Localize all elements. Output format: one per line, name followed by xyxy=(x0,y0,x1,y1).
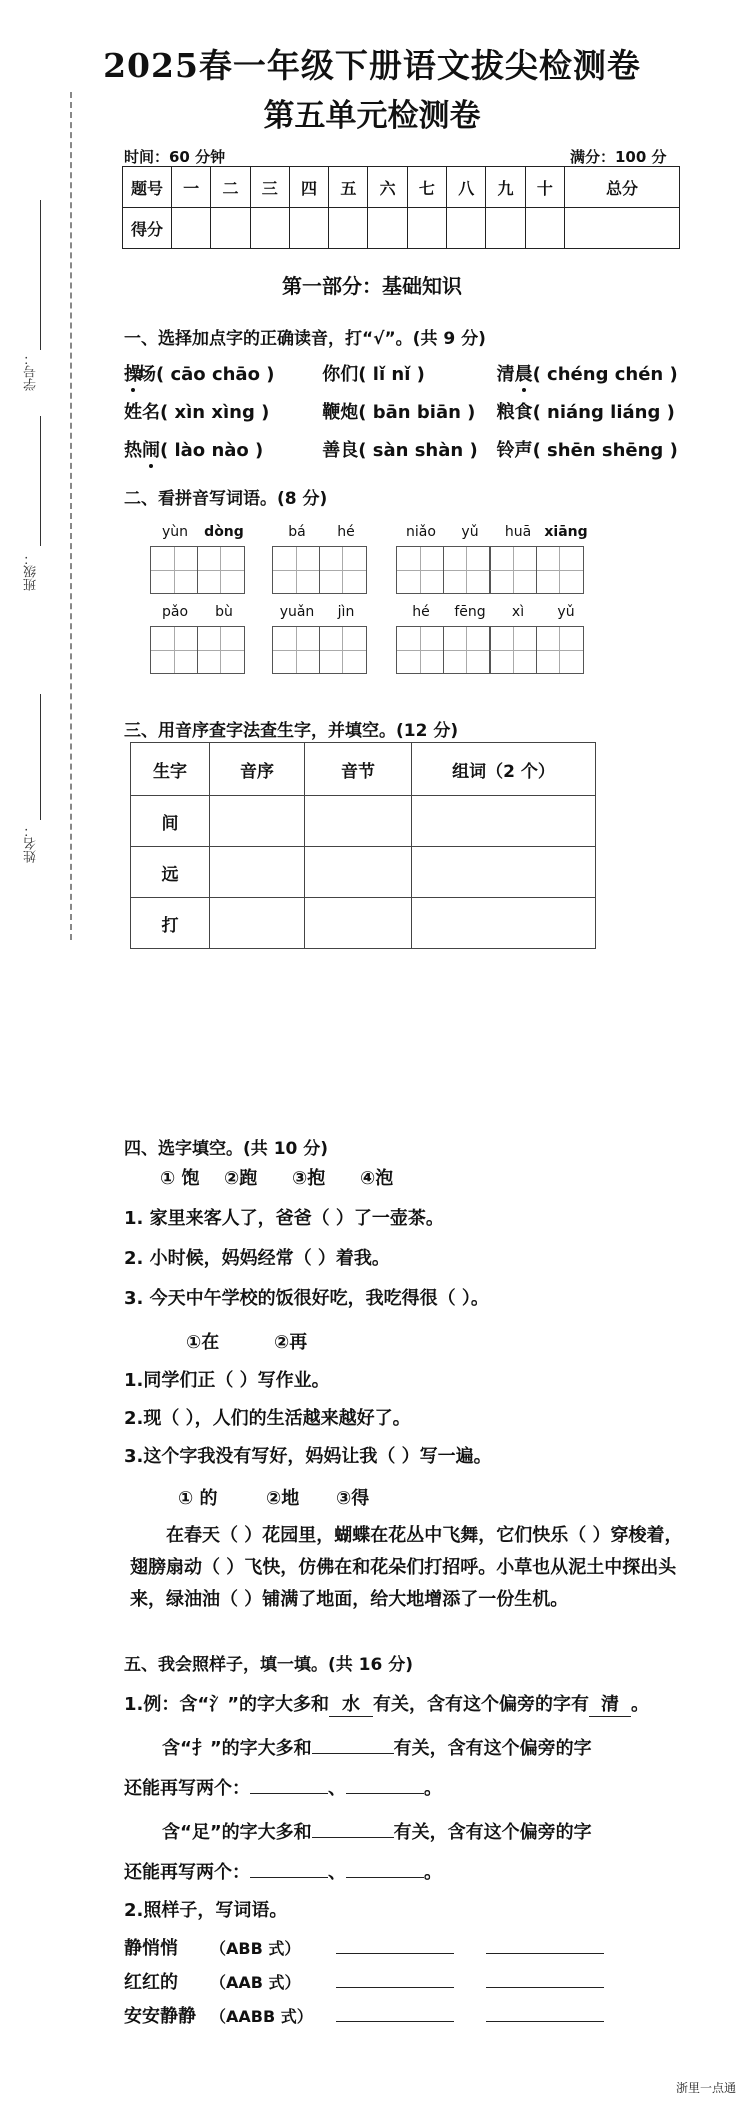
pinyin-syllable: dòng xyxy=(204,524,244,540)
q4-option: ① 饱 xyxy=(160,1168,200,1189)
score-cell[interactable] xyxy=(368,208,407,249)
q5-blank[interactable] xyxy=(486,1953,604,1954)
q1-dotted-char: 清 xyxy=(496,364,515,385)
pinyin-syllable: pǎo xyxy=(161,604,189,620)
question-3-title: 三、用音序查字法查生字，并填空。(12 分) xyxy=(124,721,459,741)
score-cell[interactable] xyxy=(250,208,289,249)
name-line[interactable] xyxy=(40,694,41,820)
lookup-row xyxy=(131,847,596,898)
pinyin-syllable: yǔ xyxy=(557,604,575,620)
q5-example-line xyxy=(124,1690,649,1717)
q1-pinyin-choices[interactable]: ( sàn shàn ) xyxy=(358,440,478,461)
q1-item xyxy=(322,436,490,462)
score-cell[interactable] xyxy=(486,208,525,249)
score-cell[interactable] xyxy=(525,208,564,249)
q1-word: 姓名 xyxy=(124,402,160,423)
lookup-input-cell[interactable] xyxy=(210,898,305,949)
q5-text: 、 xyxy=(328,1862,346,1883)
lookup-input-cell[interactable] xyxy=(305,796,412,847)
q5-blank[interactable] xyxy=(346,1793,424,1794)
q5-example-answer: 清 xyxy=(589,1690,631,1717)
score-cell[interactable] xyxy=(407,208,446,249)
q4-paragraph[interactable]: 在春天（ ）花园里，蝴蝶在花丛中飞舞，它们快乐（ ）穿梭着，翅膀扇动（ ）飞快，仿佛在和花朵们打招呼。小草也从泥土中探出头来，绿油油（ ）铺满了地面，给大地增添了一份生机。 xyxy=(130,1525,683,1610)
tian-cell[interactable] xyxy=(396,546,444,594)
pinyin-syllable: xì xyxy=(511,604,525,620)
q5-text: 。 xyxy=(424,1778,442,1799)
q4-sentence[interactable]: 3.这个字我没有写好，妈妈让我（ ）写一遍。 xyxy=(124,1446,492,1467)
q4-option: ① 的 xyxy=(178,1488,218,1509)
q5-text: 有关，含有这个偏旁的字 xyxy=(393,1822,592,1843)
tian-grid[interactable] xyxy=(396,546,590,594)
tian-cell[interactable] xyxy=(443,626,491,674)
tian-cell[interactable] xyxy=(489,546,537,594)
character-lookup-table xyxy=(130,742,596,949)
pinyin-syllable: niǎo xyxy=(406,524,436,540)
exam-title: 2025春一年级下册语文拔尖检测卷 xyxy=(103,46,641,85)
q5-text: 含“扌”的字大多和 xyxy=(162,1738,312,1759)
tian-cell[interactable] xyxy=(536,546,584,594)
q4-options-3 xyxy=(178,1484,369,1510)
lookup-char: 间 xyxy=(131,796,210,847)
q4-option: ③得 xyxy=(336,1488,370,1509)
q5-text: 含“足”的字大多和 xyxy=(162,1822,312,1843)
question-4-title: 四、选字填空。(共 10 分) xyxy=(124,1139,329,1159)
q5-blank[interactable] xyxy=(250,1877,328,1878)
q4-option: ④泡 xyxy=(360,1168,394,1189)
pinyin-group xyxy=(396,524,590,594)
tian-cell[interactable] xyxy=(272,626,320,674)
tian-cell[interactable] xyxy=(150,546,198,594)
q5-blank[interactable] xyxy=(486,2021,604,2022)
tian-grid[interactable] xyxy=(150,546,248,594)
q1-dotted-char: 热 xyxy=(124,440,142,461)
tian-grid[interactable] xyxy=(272,626,370,674)
lookup-row xyxy=(131,796,596,847)
pinyin-syllable: bù xyxy=(215,604,233,620)
q5-text: 还能再写两个： xyxy=(124,1778,250,1799)
q5-text: 。 xyxy=(424,1862,442,1883)
q1-item xyxy=(497,436,678,462)
score-header-cell: 一 xyxy=(172,167,211,208)
q1-pinyin-choices[interactable]: ( lǐ nǐ ) xyxy=(358,364,425,385)
pinyin-syllable: hé xyxy=(412,604,430,620)
tian-cell[interactable] xyxy=(272,546,320,594)
q4-sentence[interactable]: 1. 家里来客人了，爸爸（ ）了一壶茶。 xyxy=(124,1208,444,1229)
q1-row-3 xyxy=(124,436,704,462)
q5-write-two-line xyxy=(124,1858,442,1884)
q5-pattern-type: （AAB 式） xyxy=(210,1973,301,1992)
q5-blank[interactable] xyxy=(336,1987,454,1988)
q5-subtitle-2: 2.照样子，写词语。 xyxy=(124,1900,288,1921)
full-score-label: 满分：100 分 xyxy=(570,148,667,166)
q5-blank[interactable] xyxy=(346,1877,424,1878)
q4-option: ①在 xyxy=(186,1332,220,1353)
class-line[interactable] xyxy=(40,416,41,546)
tian-grid[interactable] xyxy=(396,626,590,674)
pinyin-group xyxy=(272,524,370,594)
question-1-title: 一、选择加点字的正确读音，打“√”。(共 9 分) xyxy=(124,329,486,349)
pinyin-syllable: yǔ xyxy=(461,524,479,540)
name-label: 姓名： xyxy=(24,824,39,863)
q5-pattern-row xyxy=(124,1968,604,1994)
lookup-input-cell[interactable] xyxy=(305,898,412,949)
q1-item xyxy=(124,398,316,424)
tian-cell[interactable] xyxy=(319,626,367,674)
q5-example-text: 有关，含有这个偏旁的字有 xyxy=(373,1694,590,1715)
q5-text: 还能再写两个： xyxy=(124,1862,250,1883)
footer-watermark: 浙里一点通 xyxy=(675,2081,736,2095)
tian-cell[interactable] xyxy=(443,546,491,594)
score-header-cell: 五 xyxy=(329,167,368,208)
q4-sentence[interactable]: 2. 小时候，妈妈经常（ ）着我。 xyxy=(124,1248,390,1269)
q1-pinyin-choices[interactable]: ( lào nào ) xyxy=(160,440,264,461)
q4-options-2 xyxy=(186,1328,307,1354)
pinyin-group xyxy=(150,524,248,594)
q5-blank[interactable] xyxy=(336,1953,454,1954)
pinyin-syllable: bá xyxy=(288,524,306,540)
q4-option: ②地 xyxy=(266,1488,300,1509)
q1-word: 场 xyxy=(138,364,156,385)
score-header-cell: 九 xyxy=(486,167,525,208)
q1-word: 善良 xyxy=(322,440,359,461)
lookup-header-cell: 音序 xyxy=(210,743,305,796)
q5-pattern-type: （ABB 式） xyxy=(210,1939,301,1958)
lookup-char: 远 xyxy=(131,847,210,898)
q1-pinyin-choices[interactable]: ( cāo chāo ) xyxy=(156,364,275,385)
question-5-title: 五、我会照样子，填一填。(共 16 分) xyxy=(124,1655,414,1675)
q1-dotted-char: 操 xyxy=(124,360,142,386)
total-score-cell[interactable] xyxy=(565,208,680,249)
pinyin-syllable: huā xyxy=(504,524,532,540)
q5-blank[interactable] xyxy=(336,2021,454,2022)
q5-blank[interactable] xyxy=(312,1837,394,1838)
q1-item xyxy=(322,398,490,424)
q4-sentence[interactable]: 2.现（ ），人们的生活越来越好了。 xyxy=(124,1408,411,1429)
lookup-input-cell[interactable] xyxy=(210,847,305,898)
tian-cell[interactable] xyxy=(319,546,367,594)
score-header-cell: 八 xyxy=(447,167,486,208)
tian-cell[interactable] xyxy=(489,626,537,674)
q5-text: 有关，含有这个偏旁的字 xyxy=(393,1738,592,1759)
tian-grid[interactable] xyxy=(150,626,248,674)
score-cell[interactable] xyxy=(211,208,250,249)
score-header-cell: 二 xyxy=(211,167,250,208)
q1-item xyxy=(124,436,316,462)
score-row-label: 得分 xyxy=(123,208,172,249)
pinyin-group xyxy=(272,604,370,674)
pinyin-syllable: yuǎn xyxy=(279,604,315,620)
q5-write-two-line xyxy=(124,1774,442,1800)
q5-example-text: 1.例：含“氵”的字大多和 xyxy=(124,1694,330,1715)
score-header-cell: 总分 xyxy=(565,167,680,208)
tian-cell[interactable] xyxy=(150,626,198,674)
lookup-header-cell: 音节 xyxy=(305,743,412,796)
q5-text: 、 xyxy=(328,1778,346,1799)
q4-sentence[interactable]: 1.同学们正（ ）写作业。 xyxy=(124,1370,330,1391)
score-cell[interactable] xyxy=(447,208,486,249)
tian-grid[interactable] xyxy=(272,546,370,594)
pinyin-syllable: jìn xyxy=(337,604,355,620)
score-table-score-row xyxy=(123,208,680,249)
lookup-input-cell[interactable] xyxy=(210,796,305,847)
q4-option: ③抱 xyxy=(292,1168,326,1189)
q5-pattern-word: 安安静静 xyxy=(124,2006,196,2027)
pinyin-syllable: hé xyxy=(337,524,355,540)
q5-pattern-row xyxy=(124,1934,604,1960)
part-one-heading: 第一部分：基础知识 xyxy=(282,274,462,298)
q5-pattern-row xyxy=(124,2002,604,2028)
q5-pattern-type: （AABB 式） xyxy=(210,2007,313,2026)
q1-word: 晨 xyxy=(515,360,533,386)
score-header-cell: 六 xyxy=(368,167,407,208)
q1-word: 你们 xyxy=(322,364,359,385)
pinyin-group xyxy=(150,604,248,674)
score-cell[interactable] xyxy=(329,208,368,249)
lookup-input-cell[interactable] xyxy=(412,847,596,898)
student-number-label: 学号： xyxy=(24,352,39,391)
q4-option: ②跑 xyxy=(224,1168,258,1189)
q4-option: ②再 xyxy=(274,1332,308,1353)
q1-item xyxy=(497,360,678,386)
q1-item xyxy=(322,360,490,386)
score-table xyxy=(122,166,680,249)
lookup-header-row xyxy=(131,743,596,796)
q5-zu-line xyxy=(162,1818,592,1844)
score-cell[interactable] xyxy=(172,208,211,249)
q1-row-1 xyxy=(124,360,704,386)
q1-row-2 xyxy=(124,398,704,424)
tian-cell[interactable] xyxy=(197,546,245,594)
pinyin-syllable: fēng xyxy=(454,604,486,620)
tian-cell[interactable] xyxy=(536,626,584,674)
q5-example-text: 。 xyxy=(631,1694,650,1715)
q5-shou-line xyxy=(162,1734,592,1760)
score-header-cell: 三 xyxy=(250,167,289,208)
tian-cell[interactable] xyxy=(396,626,444,674)
q1-word: 粮食 xyxy=(496,402,533,423)
lookup-input-cell[interactable] xyxy=(412,796,596,847)
q4-sentence[interactable]: 3. 今天中午学校的饭很好吃，我吃得很（ ）。 xyxy=(124,1288,489,1309)
q1-pinyin-choices[interactable]: ( bān biān ) xyxy=(358,402,476,423)
q5-blank[interactable] xyxy=(486,1987,604,1988)
q5-pattern-word: 静悄悄 xyxy=(124,1938,178,1959)
q1-word: 闹 xyxy=(142,436,160,462)
score-header-cell: 十 xyxy=(525,167,564,208)
tian-cell[interactable] xyxy=(197,626,245,674)
q5-example-answer: 水 xyxy=(329,1690,373,1717)
lookup-row xyxy=(131,898,596,949)
lookup-header-cell: 组词（2 个） xyxy=(412,743,596,796)
score-table-header-row xyxy=(123,167,680,208)
q4-options-1 xyxy=(160,1164,393,1190)
q1-item xyxy=(497,398,675,424)
q1-pinyin-choices[interactable]: ( chéng chén ) xyxy=(532,364,678,385)
time-label: 时间：60 分钟 xyxy=(124,148,226,166)
q5-blank[interactable] xyxy=(312,1753,394,1754)
q5-blank[interactable] xyxy=(250,1793,328,1794)
question-2-title: 二、看拼音写词语。(8 分) xyxy=(124,489,328,509)
class-label: 班级： xyxy=(24,552,39,591)
q5-pattern-word: 红红的 xyxy=(124,1972,178,1993)
q1-word: 铃声 xyxy=(496,440,533,461)
q1-pinyin-choices[interactable]: ( xìn xìng ) xyxy=(160,402,270,423)
lookup-char: 打 xyxy=(131,898,210,949)
pinyin-syllable: xiāng xyxy=(544,524,588,540)
binding-dashed-line xyxy=(70,92,72,940)
score-cell[interactable] xyxy=(289,208,328,249)
lookup-header-cell: 生字 xyxy=(131,743,210,796)
q1-pinyin-choices[interactable]: ( shēn shēng ) xyxy=(532,440,678,461)
pinyin-syllable: yùn xyxy=(161,524,189,540)
exam-subtitle: 第五单元检测卷 xyxy=(263,98,481,134)
lookup-input-cell[interactable] xyxy=(412,898,596,949)
q1-item xyxy=(124,360,316,386)
score-header-cell: 四 xyxy=(289,167,328,208)
score-header-cell: 七 xyxy=(407,167,446,208)
lookup-input-cell[interactable] xyxy=(305,847,412,898)
score-header-cell: 题号 xyxy=(123,167,172,208)
pinyin-group xyxy=(396,604,590,674)
q1-pinyin-choices[interactable]: ( niáng liáng ) xyxy=(532,402,675,423)
q1-word: 鞭炮 xyxy=(322,402,359,423)
